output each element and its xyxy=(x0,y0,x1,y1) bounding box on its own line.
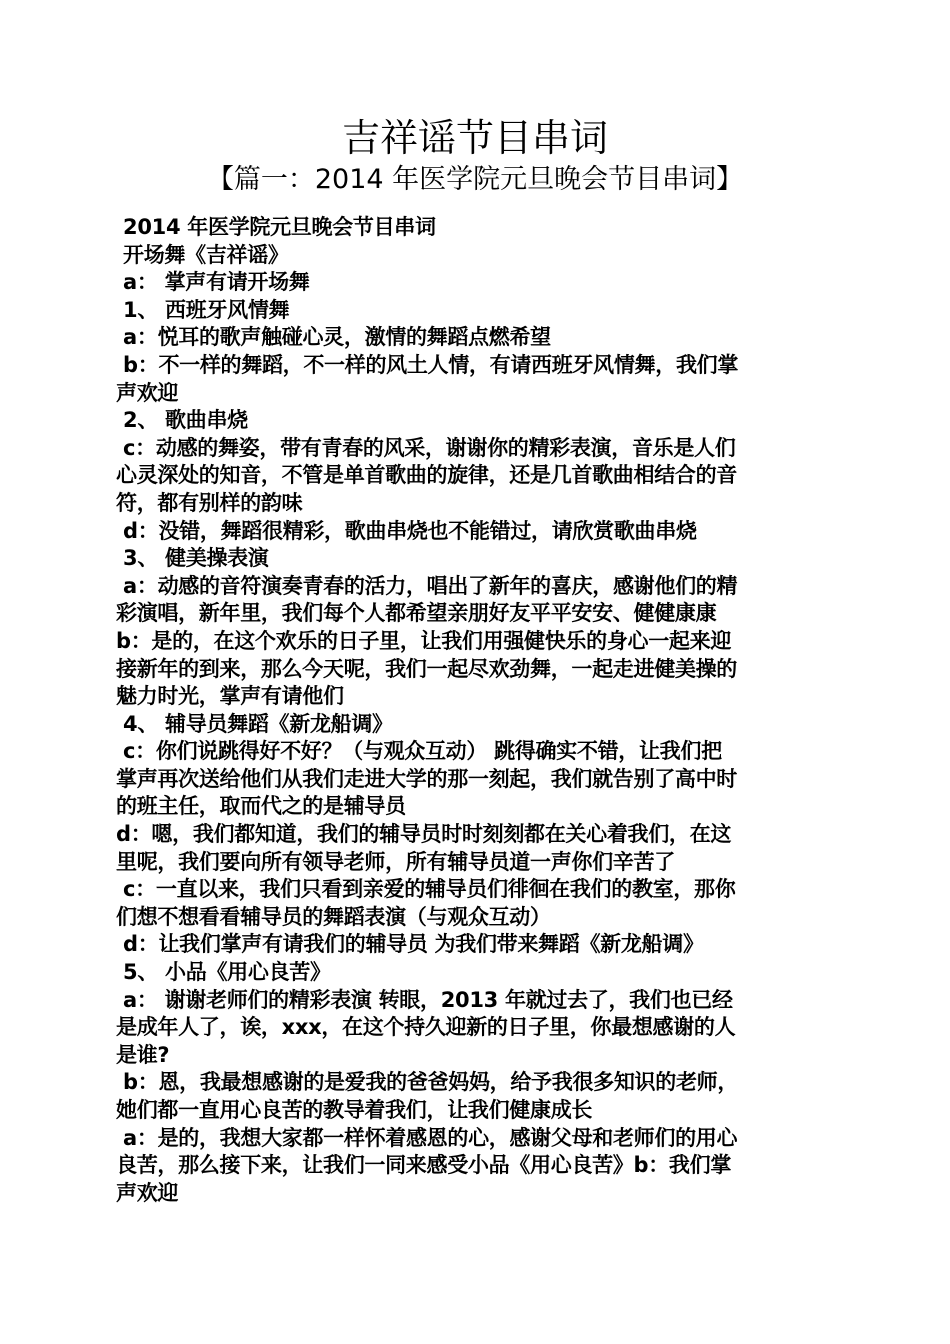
document-subtitle: 【篇一：2014 年医学院元旦晚会节目串词】 xyxy=(206,164,744,195)
text-line: 接新年的到来，那么今天呢，我们一起尽欢劲舞，一起走进健美操的 xyxy=(116,656,737,681)
text-line: a：动感的音符演奏青春的活力，唱出了新年的喜庆，感谢他们的精 xyxy=(116,573,738,598)
text-line: c：一直以来，我们只看到亲爱的辅导员们徘徊在我们的教室，那你 xyxy=(116,877,736,902)
text-line: a： 谢谢老师们的精彩表演 转眼，2013 年就过去了，我们也已经 xyxy=(116,987,733,1012)
text-line: 2014 年医学院元旦晚会节目串词 xyxy=(116,215,436,239)
text-line: 是谁? xyxy=(116,1042,170,1067)
text-line: 心灵深处的知音，不管是单首歌曲的旋律，还是几首歌曲相结合的音 xyxy=(116,463,737,488)
text-line: 声欢迎 xyxy=(116,380,179,405)
text-line: 良苦，那么接下来，让我们一同来感受小品《用心良苦》b：我们掌 xyxy=(116,1153,732,1178)
text-line: c：你们说跳得好不好？（与观众互动） 跳得确实不错，让我们把 xyxy=(116,739,722,764)
text-line: 她们都一直用心良苦的教导着我们，让我们健康成长 xyxy=(116,1098,593,1122)
text-line: a：是的，我想大家都一样怀着感恩的心，感谢父母和老师们的用心 xyxy=(116,1125,738,1150)
text-line: 魅力时光，掌声有请他们 xyxy=(116,684,344,709)
text-line: 符，都有别样的韵味 xyxy=(116,490,303,515)
text-line: d：嗯，我们都知道，我们的辅导员时时刻刻都在关心着我们，在这 xyxy=(116,822,732,847)
text-line: 们想不想看看辅导员的舞蹈表演（与观众互动） xyxy=(116,904,551,929)
text-line: 掌声再次送给他们从我们走进大学的那一刻起，我们就告别了高中时 xyxy=(116,766,737,791)
text-line: c：动感的舞姿，带有青春的风采，谢谢你的精彩表演，音乐是人们 xyxy=(116,435,736,460)
text-line: b：不一样的舞蹈，不一样的风土人情，有请西班牙风情舞，我们掌 xyxy=(116,352,739,377)
text-line: 是成年人了，诶，xxx，在这个持久迎新的日子里，你最想感谢的人 xyxy=(116,1015,736,1040)
text-line: 4、 辅导员舞蹈《新龙船调》 xyxy=(116,711,393,736)
text-line: 3、 健美操表演 xyxy=(116,546,269,571)
document-body xyxy=(116,214,836,1207)
text-line: 2、 歌曲串烧 xyxy=(116,408,248,433)
text-line: 里呢，我们要向所有领导老师，所有辅导员道一声你们辛苦了 xyxy=(116,849,675,874)
text-line: d：没错，舞蹈很精彩，歌曲串烧也不能错过，请欣赏歌曲串烧 xyxy=(116,518,697,543)
document-title: 吉祥谣节目串词 xyxy=(341,116,608,160)
text-line: a： 掌声有请开场舞 xyxy=(116,270,310,295)
text-line: b：恩，我最想感谢的是爱我的爸爸妈妈，给予我很多知识的老师， xyxy=(116,1070,739,1095)
text-line: 的班主任，取而代之的是辅导员 xyxy=(116,794,406,819)
text-line: 1、 西班牙风情舞 xyxy=(116,297,290,322)
text-line: 5、 小品《用心良苦》 xyxy=(116,960,331,985)
text-line: a：悦耳的歌声触碰心灵，激情的舞蹈点燃希望 xyxy=(116,325,551,350)
text-line: 声欢迎 xyxy=(116,1180,179,1205)
text-line: 开场舞《吉祥谣》 xyxy=(116,242,289,267)
text-line: d：让我们掌声有请我们的辅导员 为我们带来舞蹈《新龙船调》 xyxy=(116,932,704,957)
text-line: b：是的，在这个欢乐的日子里，让我们用强健快乐的身心一起来迎 xyxy=(116,628,732,653)
text-line: 彩演唱，新年里，我们每个人都希望亲朋好友平平安安、健健康康 xyxy=(116,601,717,626)
